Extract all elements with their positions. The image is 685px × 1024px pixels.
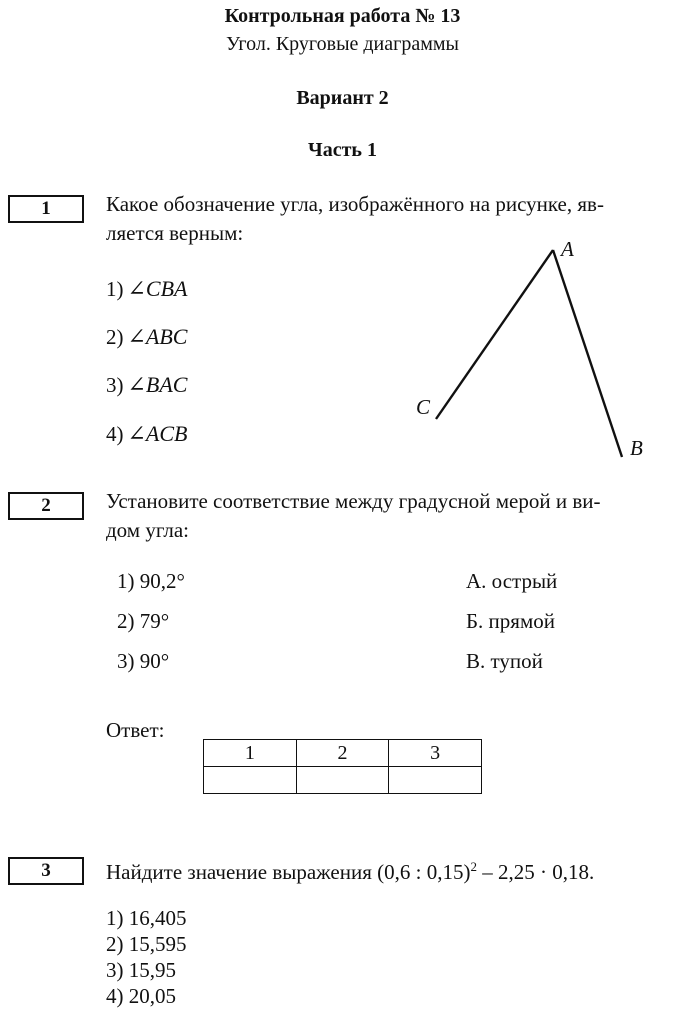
ray-ab — [553, 250, 622, 457]
task-3-option-1: 1) 16,405 — [106, 906, 187, 930]
option-angle: ∠ABC — [127, 324, 188, 349]
option-number: 4) — [106, 422, 124, 446]
part-heading: Часть 1 — [308, 139, 377, 161]
task-2-question-line-2: дом угла: — [106, 518, 190, 542]
answer-header-cell: 1 — [204, 740, 297, 767]
task-3-question — [106, 852, 594, 887]
option-angle: ∠ACB — [127, 421, 188, 446]
answer-table-header-row — [204, 740, 482, 767]
task-3-option-2: 2) 15,595 — [106, 932, 187, 956]
option-number: 3) — [106, 373, 124, 397]
task-2-right-b: Б. прямой — [466, 609, 555, 633]
variant-heading: Вариант 2 — [296, 87, 389, 109]
task-2-number-box: 2 — [8, 492, 84, 520]
task-2-right-a: А. острый — [466, 569, 558, 593]
answer-header-cell: 2 — [296, 740, 389, 767]
task-3-number-box: 3 — [8, 857, 84, 885]
page-title: Контрольная работа № 13 — [224, 5, 461, 27]
answer-input-cell[interactable] — [296, 767, 389, 794]
task-2-left-3: 3) 90° — [117, 649, 170, 673]
answer-input-cell[interactable] — [389, 767, 482, 794]
task-3-question-prefix: Найдите значение выражения (0,6 : 0,15) — [106, 860, 471, 884]
task-3-option-3: 3) 15,95 — [106, 958, 176, 982]
task-3-options — [106, 905, 187, 1009]
vertex-label-b: B — [630, 436, 643, 460]
answer-input-cell[interactable] — [204, 767, 297, 794]
answer-table — [203, 739, 482, 794]
task-1-number-box: 1 — [8, 195, 84, 223]
answer-table-input-row — [204, 767, 482, 794]
task-3-exponent: 2 — [470, 859, 477, 874]
task-2-left-1: 1) 90,2° — [117, 569, 185, 593]
option-angle: ∠CBA — [127, 276, 188, 301]
option-number: 2) — [106, 325, 124, 349]
option-angle: ∠BAC — [127, 372, 188, 397]
page-subtitle: Угол. Круговые диаграммы — [226, 33, 459, 55]
task-2-left-2: 2) 79° — [117, 609, 170, 633]
vertex-label-c: C — [416, 395, 431, 419]
answer-header-cell: 3 — [389, 740, 482, 767]
task-3-question-suffix: – 2,25 · 0,18. — [476, 860, 595, 884]
task-1-question-line-2: ляется верным: — [106, 221, 244, 245]
answer-label: Ответ: — [106, 718, 165, 742]
task-1-question-line-1: Какое обозначение угла, изображённого на рисунке, яв- — [106, 192, 604, 216]
ray-ac — [436, 250, 553, 419]
option-number: 1) — [106, 277, 124, 301]
task-3-option-4: 4) 20,05 — [106, 984, 176, 1008]
task-2-right-c: В. тупой — [466, 649, 543, 673]
vertex-label-a: A — [561, 237, 574, 261]
task-2-question-line-1: Установите соответствие между градусной мерой и ви- — [106, 489, 601, 513]
